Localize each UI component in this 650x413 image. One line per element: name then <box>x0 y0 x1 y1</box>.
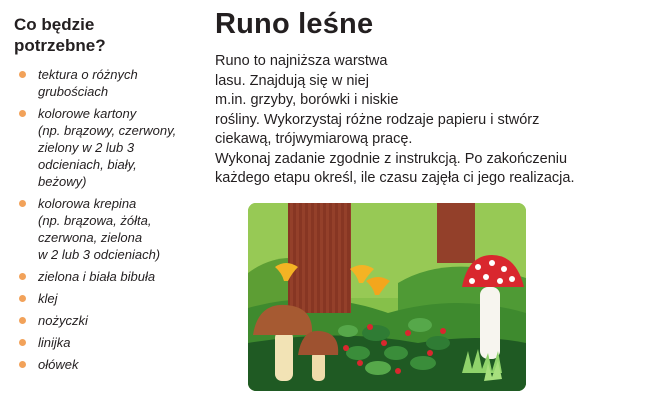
bullet-icon <box>19 361 26 368</box>
materials-list <box>14 66 204 373</box>
bullet-icon <box>19 200 26 207</box>
materials-list-item: ołówek <box>14 356 204 373</box>
materials-list-item: zielona i biała bibuła <box>14 268 204 285</box>
forest-floor-picture <box>248 203 526 391</box>
materials-list-item: kolorowe kartony (np. brązowy, czerwony, zielony w 2 lub 3 odcieniach, biały, beżowy) <box>14 105 204 190</box>
tree-trunk <box>437 203 475 263</box>
page-title: Runo leśne <box>215 8 374 40</box>
materials-sidebar <box>14 14 204 378</box>
materials-list-item: linijka <box>14 334 204 351</box>
materials-list-item: nożyczki <box>14 312 204 329</box>
forest-floor-illustration <box>248 203 526 391</box>
bullet-icon <box>19 71 26 78</box>
bullet-icon <box>19 110 26 117</box>
intro-text: Runo to najniższa warstwa lasu. Znajdują się w niej m.in. grzyby, borówki i niskie rośliny. Wykorzystaj różne rodzaje papieru i stwórz ciekawą, trójwymiarową pracę. Wykonaj zadanie zgodnie z instrukcją. Po zakończeniu każdego etapu określ, ile czasu zajęła ci jego realizacja. <box>215 53 575 186</box>
materials-list-item: tektura o różnych grubościach <box>14 66 204 100</box>
materials-list-item: klej <box>14 290 204 307</box>
materials-list-item: kolorowa krepina (np. brązowa, żółta, czerwona, zielona w 2 lub 3 odcieniach) <box>14 195 204 263</box>
bullet-icon <box>19 295 26 302</box>
bullet-icon <box>19 317 26 324</box>
bullet-icon <box>19 273 26 280</box>
materials-heading: Co będzie potrzebne? <box>14 15 106 55</box>
bullet-icon <box>19 339 26 346</box>
